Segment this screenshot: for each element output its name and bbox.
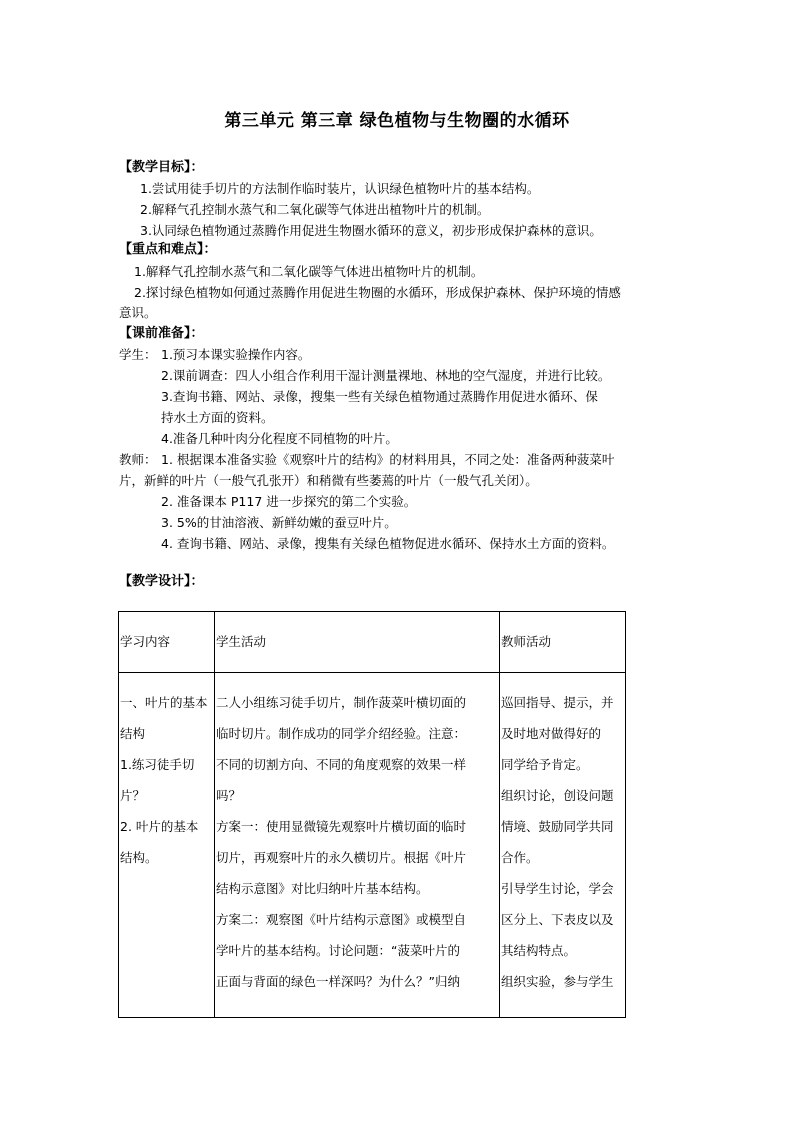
cell-line: 区分上、下表皮以及 (501, 912, 614, 927)
cell-line: 临时切片。制作成功的同学介绍经验。注意： (216, 726, 467, 741)
student-activity-cell (215, 673, 500, 1018)
cell-line: 一、叶片的基本 (120, 695, 208, 710)
cell-line: 组织讨论，创设问题 (501, 788, 614, 803)
keypoint-item: 2.探讨绿色植物如何通过蒸腾作用促进生物圈的水循环，形成保护森林、保护环境的情感 (134, 285, 621, 300)
student-prep-item: 3.查询书籍、网站、录像，搜集一些有关绿色植物通过蒸腾作用促进水循环、保 (161, 389, 598, 404)
table-header-cell: 学习内容 (119, 612, 215, 673)
table-header-row (119, 612, 626, 673)
teacher-activity-cell (500, 673, 626, 1018)
keypoints-heading: 【重点和难点】： (119, 242, 217, 257)
page-title: 第三单元 第三章 绿色植物与生物圈的水循环 (224, 111, 570, 131)
keypoint-item: 1.解释气孔控制水蒸气和二氧化碳等气体进出植物叶片的机制。 (134, 264, 484, 279)
teacher-prep-item: 1. 根据课本准备实验《观察叶片的结构》的材料用具，不同之处：准备两种菠菜叶 (161, 452, 615, 467)
goal-item: 2.解释气孔控制水蒸气和二氧化碳等气体进出植物叶片的机制。 (140, 202, 490, 217)
cell-line: 正面与背面的绿色一样深吗？为什么？”归纳 (216, 974, 460, 989)
student-label: 学生： (119, 347, 157, 362)
cell-line: 情境、鼓励同学共同 (501, 819, 614, 834)
teacher-prep-item: 4. 查询书籍、网站、录像，搜集有关绿色植物促进水循环、保持水土方面的资料。 (161, 536, 615, 551)
content-cell (119, 673, 215, 1018)
cell-line: 方案二：观察图《叶片结构示意图》或模型自 (216, 912, 467, 927)
table-header-cell: 教师活动 (500, 612, 626, 673)
student-prep-item: 4.准备几种叶肉分化程度不同植物的叶片。 (161, 431, 398, 446)
cell-line: 1.练习徒手切 (120, 757, 195, 772)
cell-line: 巡回指导、提示，并 (501, 695, 614, 710)
cell-line: 片？ (120, 788, 146, 803)
cell-line: 结构示意图》对比归纳叶片基本结构。 (216, 881, 429, 896)
design-table (118, 611, 626, 1018)
cell-line: 同学给予肯定。 (501, 757, 589, 772)
table-header-cell: 学生活动 (215, 612, 500, 673)
cell-line: 引导学生讨论，学会 (501, 881, 614, 896)
teacher-prep-item-continued: 片，新鲜的叶片（一般气孔张开）和稍微有些萎蔫的叶片（一般气孔关闭）。 (119, 473, 538, 488)
student-prep-item: 2.课前调查：四人小组合作利用干湿计测量裸地、林地的空气湿度，并进行比较。 (161, 368, 611, 383)
cell-line: 不同的切割方向、不同的角度观察的效果一样 (216, 757, 467, 772)
keypoint-item-continued: 意识。 (119, 305, 157, 320)
teacher-prep-item: 3. 5%的甘油溶液、新鲜幼嫩的蚕豆叶片。 (161, 515, 397, 530)
student-prep-item: 1.预习本课实验操作内容。 (161, 347, 311, 362)
cell-line: 结构。 (120, 850, 158, 865)
cell-line: 其结构特点。 (501, 943, 577, 958)
teacher-prep-item: 2. 准备课本 P117 进一步探究的第二个实验。 (161, 494, 417, 509)
cell-line: 及时地对做得好的 (501, 726, 602, 741)
student-prep-item-continued: 持水土方面的资料。 (161, 410, 274, 425)
cell-line: 学叶片的基本结构。讨论问题：“菠菜叶片的 (216, 943, 460, 958)
cell-line: 二人小组练习徒手切片，制作菠菜叶横切面的 (216, 695, 467, 710)
table-row (119, 673, 626, 1018)
teacher-label: 教师： (119, 452, 157, 467)
cell-line: 吗？ (216, 788, 242, 803)
cell-line: 组织实验，参与学生 (501, 974, 614, 989)
cell-line: 合作。 (501, 850, 539, 865)
cell-line: 切片，再观察叶片的永久横切片。根据《叶片 (216, 850, 467, 865)
prep-heading: 【课前准备】： (119, 326, 204, 341)
design-heading: 【教学设计】： (119, 574, 204, 589)
cell-line: 结构 (120, 726, 146, 741)
cell-line: 2. 叶片的基本 (120, 819, 199, 834)
goal-item: 3.认同绿色植物通过蒸腾作用促进生物圈水循环的意义，初步形成保护森林的意识。 (140, 223, 602, 238)
goals-heading: 【教学目标】： (119, 160, 204, 175)
goal-item: 1.尝试用徒手切片的方法制作临时装片，认识绿色植物叶片的基本结构。 (140, 181, 540, 196)
cell-line: 方案一：使用显微镜先观察叶片横切面的临时 (216, 819, 467, 834)
